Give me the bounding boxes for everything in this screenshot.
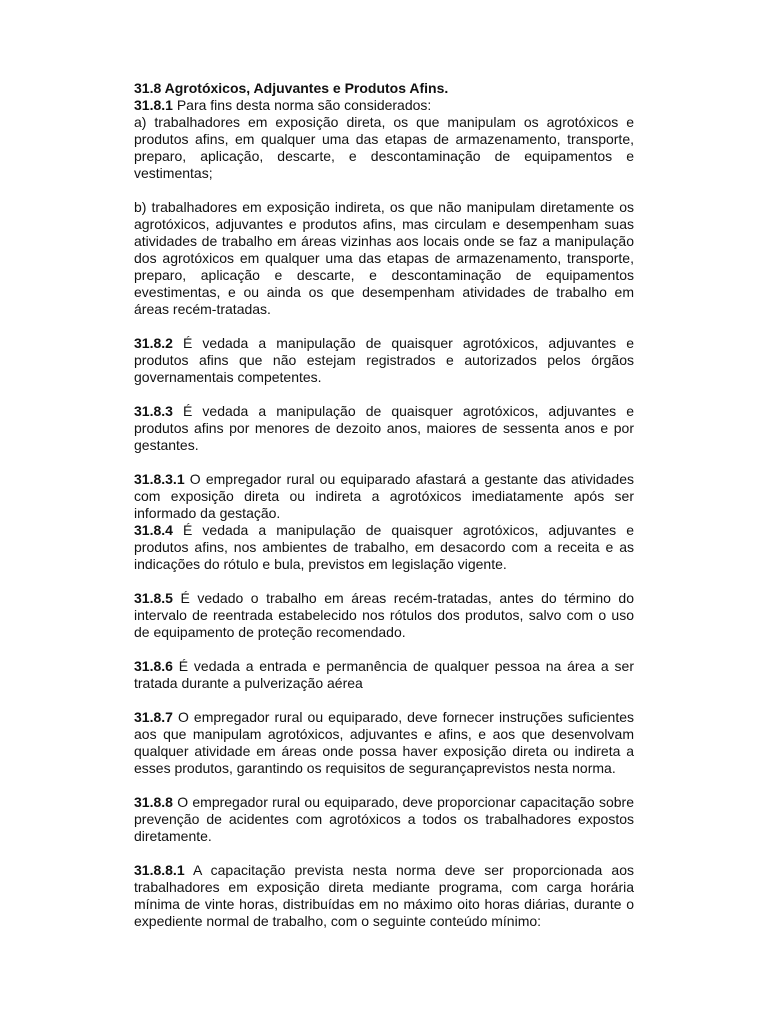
item-number: 31.8.3.1 [134,471,185,487]
paragraph-text: O empregador rural ou equiparado, deve fornecer instruções suficientes aos que manipulam agrotóxicos, adjuvantes e afins, e aos que desenvolvam qualquer atividade em áreas onde possa haver exposição direta ou indireta a esses produtos, garantindo os requisitos de segurançaprevistos nesta norma. [134,709,634,776]
item-number: 31.8.3 [134,403,173,419]
item-number: 31.8.1 [134,97,173,113]
paragraph-31-8-3 [134,403,634,454]
item-number: 31.8.4 [134,522,173,538]
paragraph-text: a) trabalhadores em exposição direta, os que manipulam os agrotóxicos e produtos afins, em qualquer uma das etapas de armazenamento, transporte, preparo, aplicação, descarte, e descontaminação de equipamentos e vestimentas; [134,114,634,181]
paragraph-31-8-5 [134,590,634,641]
item-number: 31.8.6 [134,658,173,674]
paragraph-text: O empregador rural ou equiparado afastará a gestante das atividades com exposição direta ou indireta a agrotóxicos imediatamente após ser informado da gestação. [134,471,634,521]
paragraph-item-a [134,114,634,182]
paragraph-text: É vedada a manipulação de quaisquer agrotóxicos, adjuvantes e produtos afins, nos ambientes de trabalho, em desacordo com a receita e as indicações do rótulo e bula, previstos em legislação vigente. [134,522,634,572]
item-number: 31.8.8 [134,794,173,810]
paragraph-text: O empregador rural ou equiparado, deve proporcionar capacitação sobre prevenção de acidentes com agrotóxicos a todos os trabalhadores expostos diretamente. [134,794,634,844]
paragraph-text: É vedado o trabalho em áreas recém-tratadas, antes do término do intervalo de reentrada estabelecido nos rótulos dos produtos, salvo com o uso de equipamento de proteção recomendado. [134,590,634,640]
paragraph-text: É vedada a entrada e permanência de qualquer pessoa na área a ser tratada durante a pulverização aérea [134,658,634,691]
paragraph-item-b [134,199,634,318]
section-heading: 31.8 Agrotóxicos, Adjuvantes e Produtos Afins. [134,80,449,96]
paragraph-text: Para fins desta norma são considerados: [172,97,432,113]
item-number: 31.8.5 [134,590,173,606]
paragraph-31-8-8-1 [134,862,634,930]
paragraph-31-8-2 [134,335,634,386]
item-number: 31.8.2 [134,335,173,351]
paragraph-31-8-4 [134,522,634,573]
paragraph-text: A capacitação prevista nesta norma deve ser proporcionada aos trabalhadores em exposição direta mediante programa, com carga horária mínima de vinte horas, distribuídas em no máximo oito horas diárias, durante o expediente normal de trabalho, com o seguinte conteúdo mínimo: [134,862,634,929]
paragraph-31-8-8 [134,794,634,845]
paragraph-31-8-7 [134,709,634,777]
paragraph-text: É vedada a manipulação de quaisquer agrotóxicos, adjuvantes e produtos afins que não estejam registrados e autorizados pelos órgãos governamentais competentes. [134,335,634,385]
paragraph-31-8-6 [134,658,634,692]
item-number: 31.8.8.1 [134,862,185,878]
paragraph-31-8-3-1 [134,471,634,522]
document-page [134,80,634,930]
paragraph-text: É vedada a manipulação de quaisquer agrotóxicos, adjuvantes e produtos afins por menores de dezoito anos, maiores de sessenta anos e por gestantes. [134,403,634,453]
item-number: 31.8.7 [134,709,173,725]
paragraph-text: b) trabalhadores em exposição indireta, os que não manipulam diretamente os agrotóxicos, adjuvantes e produtos afins, mas circulam e desempenham suas atividades de trabalho em áreas vizinhas aos locais onde se faz a manipulação dos agrotóxicos em qualquer uma das etapas de armazenamento, transporte, preparo, aplicação e descarte, e descontaminação de equipamentos evestimentas, e ou ainda os que desempenham atividades de trabalho em áreas recém-tratadas. [134,199,634,317]
paragraph-31-8-1 [134,97,634,114]
